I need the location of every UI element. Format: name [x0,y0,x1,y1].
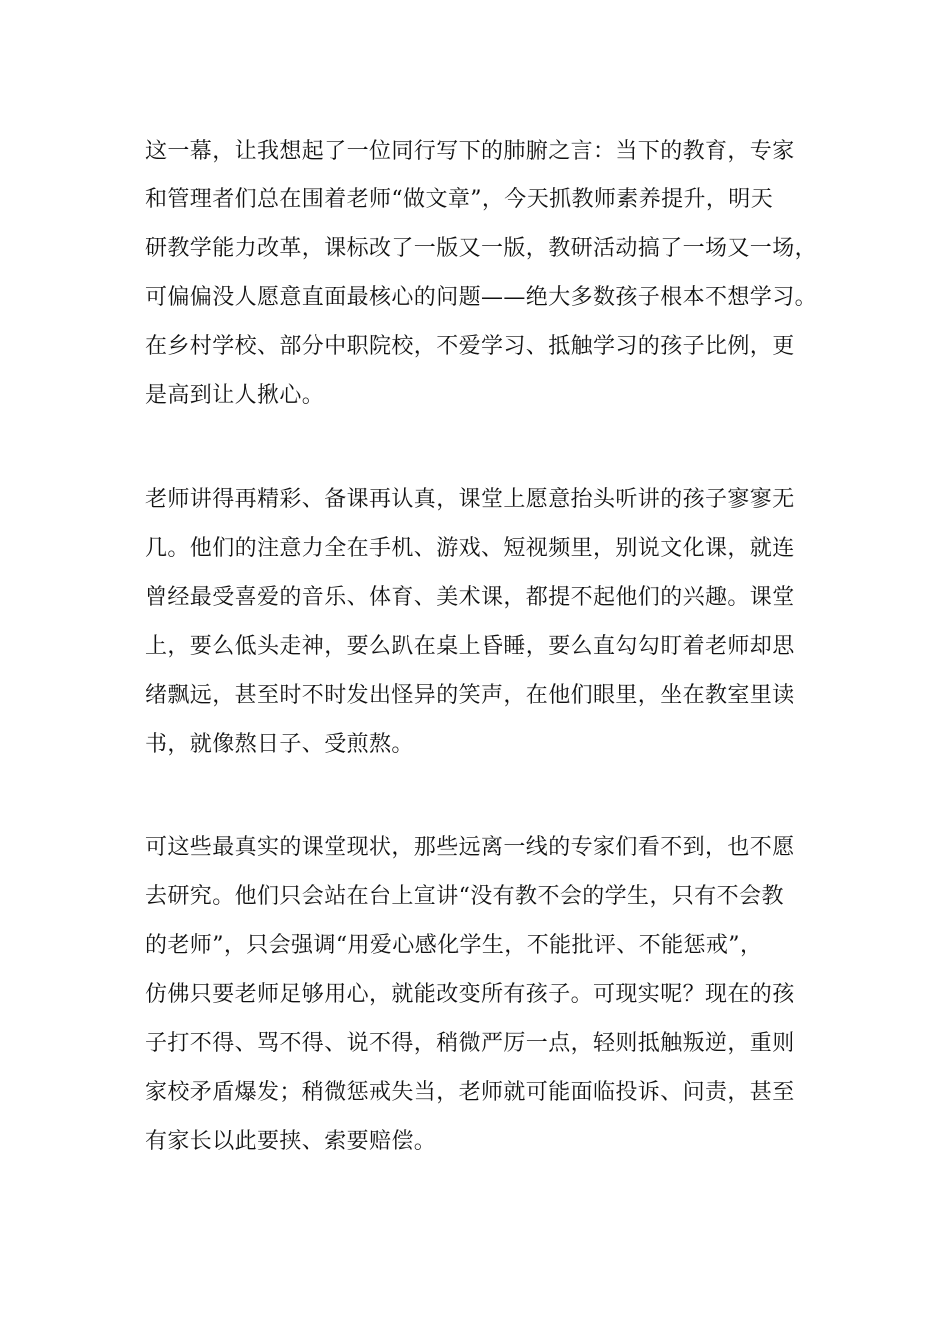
text-line: 子打不得、骂不得、说不得，稍微严厉一点，轻则抵触叛逆，重则 [145,1031,795,1056]
text-line: 这一幕，让我想起了一位同行写下的肺腑之言：当下的教育，专家 [145,139,795,164]
text-line: 去研究。他们只会站在台上宣讲“没有教不会的学生，只有不会教 [145,884,784,909]
text-line: 在乡村学校、部分中职院校，不爱学习、抵触学习的孩子比例，更 [145,334,795,359]
text-line: 的老师”，只会强调“用爱心感化学生，不能批评、不能惩戒”， [145,933,763,958]
text-line: 书，就像熬日子、受煎熬。 [145,732,414,757]
text-line: 上，要么低头走神，要么趴在桌上昏睡，要么直勾勾盯着老师却思 [145,634,795,659]
text-line: 可偏偏没人愿意直面最核心的问题——绝大多数孩子根本不想学习。 [145,285,818,310]
text-line: 和管理者们总在围着老师“做文章”，今天抓教师素养提升，明天 [145,187,774,212]
text-line: 曾经最受喜爱的音乐、体育、美术课，都提不起他们的兴趣。课堂 [145,585,795,610]
text-line: 可这些最真实的课堂现状，那些远离一线的专家们看不到，也不愿 [145,835,795,860]
text-line: 研教学能力改革，课标改了一版又一版，教研活动搞了一场又一场， [145,236,818,261]
text-line: 是高到让人揪心。 [145,383,325,408]
text-line: 仿佛只要老师足够用心，就能改变所有孩子。可现实呢？现在的孩 [145,982,795,1007]
text-line: 几。他们的注意力全在手机、游戏、短视频里，别说文化课，就连 [145,536,795,561]
text-line: 家校矛盾爆发；稍微惩戒失当，老师就可能面临投诉、问责，甚至 [145,1080,795,1105]
text-line: 老师讲得再精彩、备课再认真，课堂上愿意抬头听讲的孩子寥寥无 [145,487,795,512]
text-line: 绪飘远，甚至时不时发出怪异的笑声，在他们眼里，坐在教室里读 [145,683,795,708]
text-line: 有家长以此要挟、索要赔偿。 [145,1129,437,1154]
